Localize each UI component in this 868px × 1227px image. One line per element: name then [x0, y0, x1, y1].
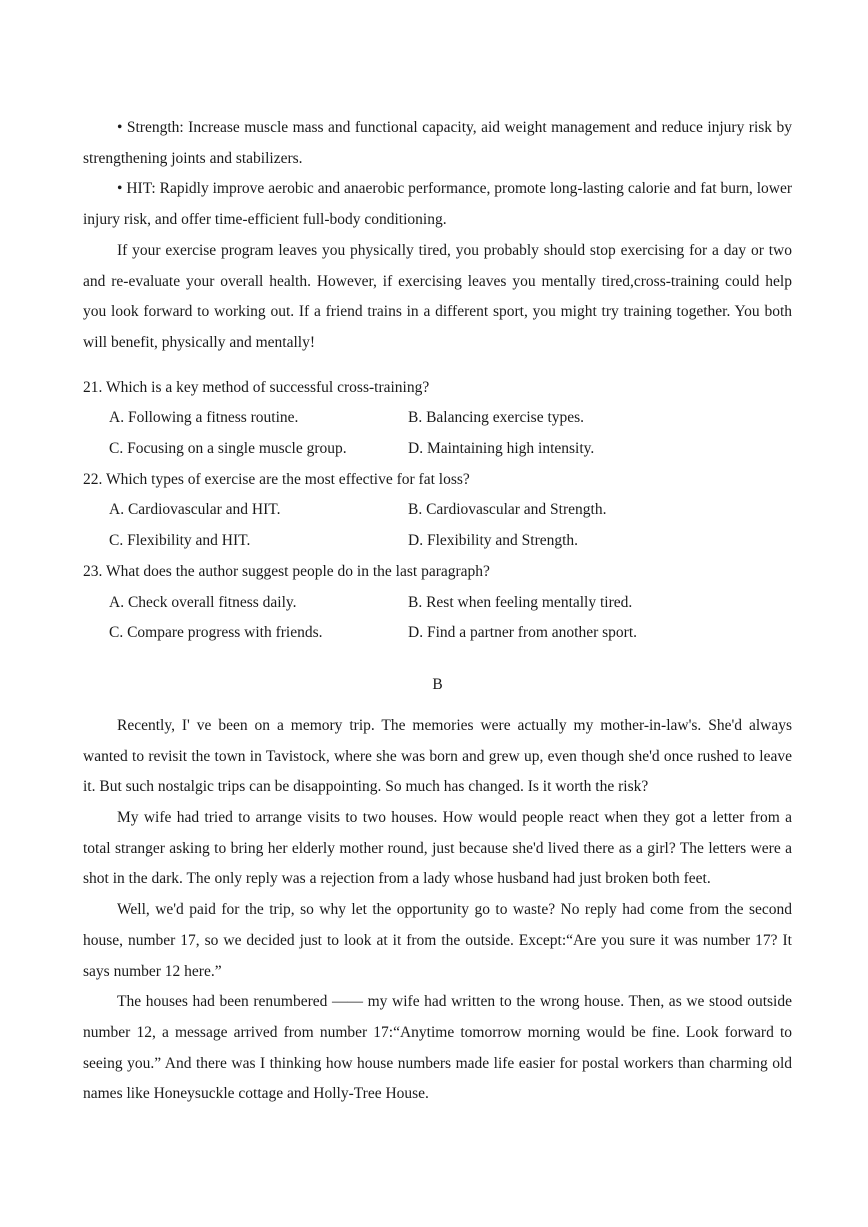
- option-a: A. Following a fitness routine.: [109, 409, 299, 427]
- option-c: C. Flexibility and HIT.: [109, 532, 251, 550]
- question-block: [83, 373, 792, 649]
- bullet-hit: • HIT: Rapidly improve aerobic and anaerobic performance, promote long-lasting calorie and fat burn, lower injury risk, and offer time-efficient full-body conditioning.: [83, 180, 792, 229]
- passage-b-paragraph: Recently, I' ve been on a memory trip. The memories were actually my mother-in-law's. She'd always wanted to revisit the town in Tavistock, where she was born and grew up, even though she'd once rushed to leave it. But such nostalgic trips can be disappointing. So much has changed. Is it worth the risk?: [83, 716, 792, 796]
- option-b: B. Rest when feeling mentally tired.: [408, 593, 633, 611]
- closing-paragraph: If your exercise program leaves you physically tired, you probably should stop exercising for a day or two and re-evaluate your overall health. However, if exercising leaves you mentally tired,cross-training could help you look forward to working out. If a friend trains in a different sport, you might try training together. You both will benefit, physically and mentally!: [83, 241, 792, 351]
- option-c: C. Compare progress with friends.: [109, 624, 323, 642]
- passage-b-paragraph: The houses had been renumbered —— my wife had written to the wrong house. Then, as we stood outside number 12, a message arrived from number 17:“Anytime tomorrow morning would be fine. Look forward to seeing you.” And there was I thinking how house numbers made life easier for postal workers than charming old names like Honeysuckle cottage and Holly-Tree House.: [83, 993, 792, 1103]
- option-d: D. Flexibility and Strength.: [408, 532, 579, 550]
- option-c: C. Focusing on a single muscle group.: [109, 440, 347, 458]
- passage-b-paragraph: Well, we'd paid for the trip, so why let the opportunity go to waste? No reply had come from the second house, number 17, so we decided just to look at it from the outside. Except:“Are you sure it was number 17? It says number 12 here.”: [83, 901, 792, 980]
- question-stem: 21. Which is a key method of successful cross-training?: [83, 378, 430, 396]
- question-stem: 22. Which types of exercise are the most effective for fat loss?: [83, 470, 470, 488]
- passage-b: [83, 711, 792, 1110]
- question-21: [83, 373, 792, 465]
- question-stem: 23. What does the author suggest people do in the last paragraph?: [83, 562, 490, 580]
- passage-a: [83, 113, 792, 359]
- option-d: D. Find a partner from another sport.: [408, 624, 637, 642]
- option-b: B. Cardiovascular and Strength.: [408, 501, 607, 519]
- option-a: A. Cardiovascular and HIT.: [109, 501, 281, 519]
- option-b: B. Balancing exercise types.: [408, 409, 585, 427]
- bullet-strength: • Strength: Increase muscle mass and functional capacity, aid weight management and reduce injury risk by strengthening joints and stabilizers.: [83, 119, 792, 167]
- document-page: [83, 113, 792, 1110]
- option-a: A. Check overall fitness daily.: [109, 593, 297, 611]
- question-23: [83, 557, 792, 649]
- option-d: D. Maintaining high intensity.: [408, 440, 595, 458]
- passage-b-paragraph: My wife had tried to arrange visits to two houses. How would people react when they got a letter from a total stranger asking to bring her elderly mother round, just because she'd lived there as a girl? The letters were a shot in the dark. The only reply was a rejection from a lady whose husband had just broken both feet.: [83, 809, 792, 888]
- section-heading: B: [432, 675, 443, 693]
- question-22: [83, 465, 792, 557]
